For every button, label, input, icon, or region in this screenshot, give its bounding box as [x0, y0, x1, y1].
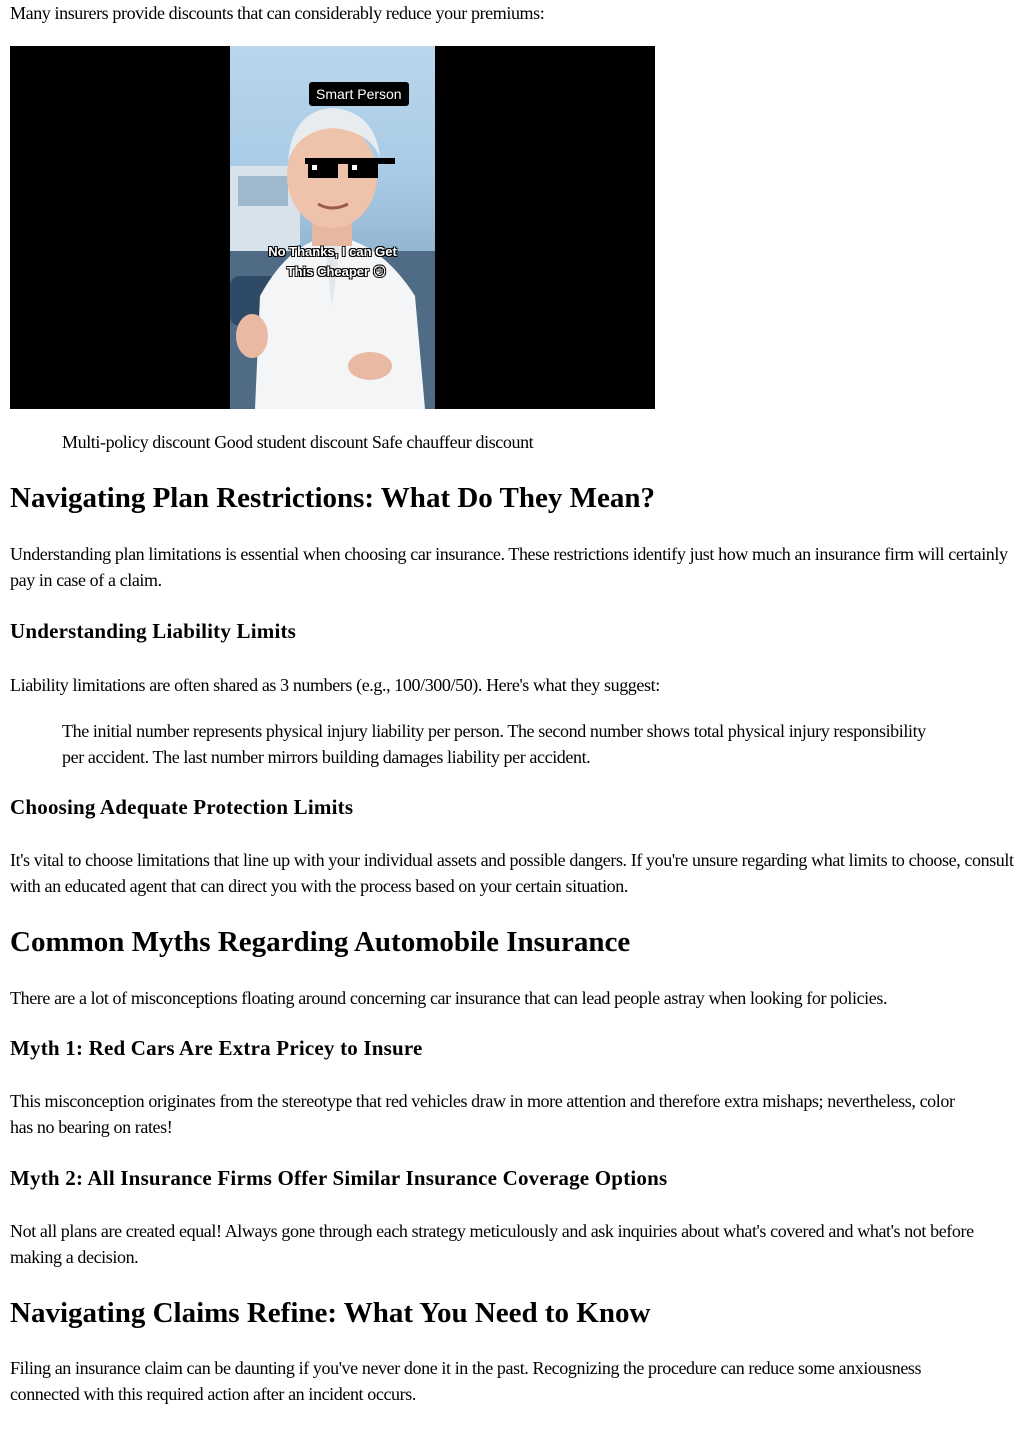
video-overlay-tag: Smart Person — [309, 82, 409, 106]
video-caption-line-2: This Cheaper 😏 — [286, 264, 387, 279]
paragraph-plan-restrictions: Understanding plan limitations is essential when choosing car insurance. These restrictions identify just how much an insurance firm will certainly pay in case of a claim. — [10, 544, 1008, 590]
heading-common-myths: Common Myths Regarding Automobile Insurance — [10, 926, 631, 958]
paragraph-myth-1: This misconception originates from the stereotype that red vehicles draw in more attention and therefore extra mishaps; nevertheless, color has no bearing on rates! — [10, 1091, 955, 1137]
video-caption — [230, 242, 435, 282]
video-caption-line-1: No Thanks, I can Get — [268, 244, 397, 259]
discount-list: Multi-policy discount Good student discount Safe chauffeur discount — [62, 432, 534, 452]
video-player[interactable] — [10, 46, 655, 409]
paragraph-protection-limits: It's vital to choose limitations that line up with your individual assets and possible dangers. If you're unsure regarding what limits to choose, consult with an educated agent that can direct you with the process based on your certain situation. — [10, 850, 1014, 896]
liability-list: The initial number represents physical injury liability per person. The second number shows total physical injury responsibility per accident. The last number mirrors building damages liability per accident. — [62, 721, 926, 767]
paragraph-claims-process: Filing an insurance claim can be daunting if you've never done it in the past. Recognizing the procedure can reduce some anxiousness connected with this required action after an incident occurs. — [10, 1358, 922, 1404]
video-frame — [230, 46, 435, 409]
heading-myth-2: Myth 2: All Insurance Firms Offer Similar Insurance Coverage Options — [10, 1166, 668, 1190]
heading-protection-limits: Choosing Adequate Protection Limits — [10, 795, 354, 819]
paragraph-liability-limits: Liability limitations are often shared as 3 numbers (e.g., 100/300/50). Here's what they suggest: — [10, 675, 660, 695]
heading-myth-1: Myth 1: Red Cars Are Extra Pricey to Insure — [10, 1036, 423, 1060]
paragraph-common-myths: There are a lot of misconceptions floating around concerning car insurance that can lead people astray when looking for policies. — [10, 988, 888, 1008]
paragraph-myth-2: Not all plans are created equal! Always gone through each strategy meticulously and ask inquiries about what's covered and what's not before making a decision. — [10, 1221, 974, 1267]
intro-paragraph: Many insurers provide discounts that can considerably reduce your premiums: — [10, 3, 545, 23]
heading-liability-limits: Understanding Liability Limits — [10, 619, 297, 643]
heading-plan-restrictions: Navigating Plan Restrictions: What Do They Mean? — [10, 482, 655, 514]
heading-claims-process: Navigating Claims Refine: What You Need to Know — [10, 1297, 651, 1329]
